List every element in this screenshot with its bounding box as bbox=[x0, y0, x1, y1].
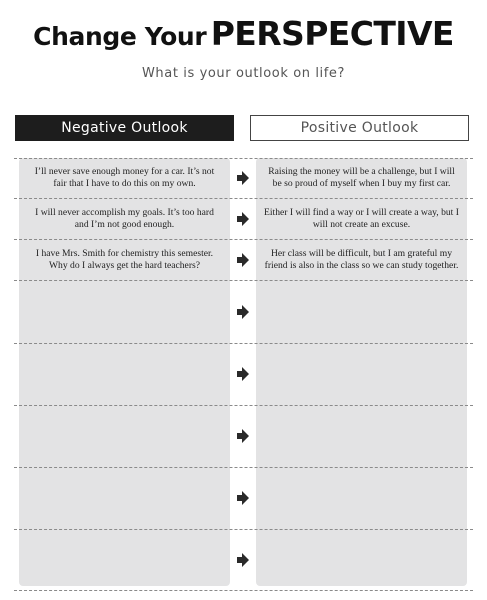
negative-outlook-header: Negative Outlook bbox=[15, 115, 234, 141]
positive-outlook-cell: Either I will find a way or I will create a way, but I will not create an excuse. bbox=[264, 206, 459, 230]
positive-outlook-cell bbox=[256, 405, 467, 467]
arrow-right-icon bbox=[237, 171, 249, 185]
arrow-right-icon bbox=[237, 212, 249, 226]
positive-outlook-cell bbox=[256, 280, 467, 343]
row-divider bbox=[14, 590, 473, 591]
negative-outlook-cell bbox=[19, 467, 230, 529]
arrow-right-icon bbox=[237, 553, 249, 567]
arrow-right-icon bbox=[237, 305, 249, 319]
negative-outlook-cell: I have Mrs. Smith for chemistry this semester. Why do I always get the hard teachers? bbox=[35, 247, 214, 271]
negative-outlook-cell bbox=[19, 529, 230, 590]
positive-outlook-cell: Her class will be difficult, but I am grateful my friend is also in the class so we can study together. bbox=[264, 247, 459, 271]
title-lead: Change Your bbox=[33, 22, 207, 51]
positive-outlook-cell: Raising the money will be a challenge, but I will be so proud of myself when I buy my first car. bbox=[268, 166, 455, 189]
negative-outlook-cell bbox=[19, 343, 230, 405]
arrow-right-icon bbox=[237, 367, 249, 381]
negative-outlook-cell bbox=[19, 405, 230, 467]
page-subtitle: What is your outlook on life? bbox=[141, 66, 346, 81]
positive-outlook-cell bbox=[256, 343, 467, 405]
page-title bbox=[0, 14, 487, 53]
arrow-right-icon bbox=[237, 491, 249, 505]
arrow-right-icon bbox=[237, 253, 249, 267]
positive-outlook-cell bbox=[256, 467, 467, 529]
title-emphasis: PERSPECTIVE bbox=[210, 14, 454, 53]
negative-outlook-cell: I’ll never save enough money for a car. It’s not fair that I have to do this on my own. bbox=[34, 166, 215, 189]
negative-outlook-cell bbox=[19, 280, 230, 343]
positive-outlook-cell bbox=[256, 529, 467, 590]
arrow-right-icon bbox=[237, 429, 249, 443]
negative-outlook-cell: I will never accomplish my goals. It’s too hard and I’m not good enough. bbox=[35, 206, 214, 230]
positive-outlook-header: Positive Outlook bbox=[250, 115, 469, 141]
